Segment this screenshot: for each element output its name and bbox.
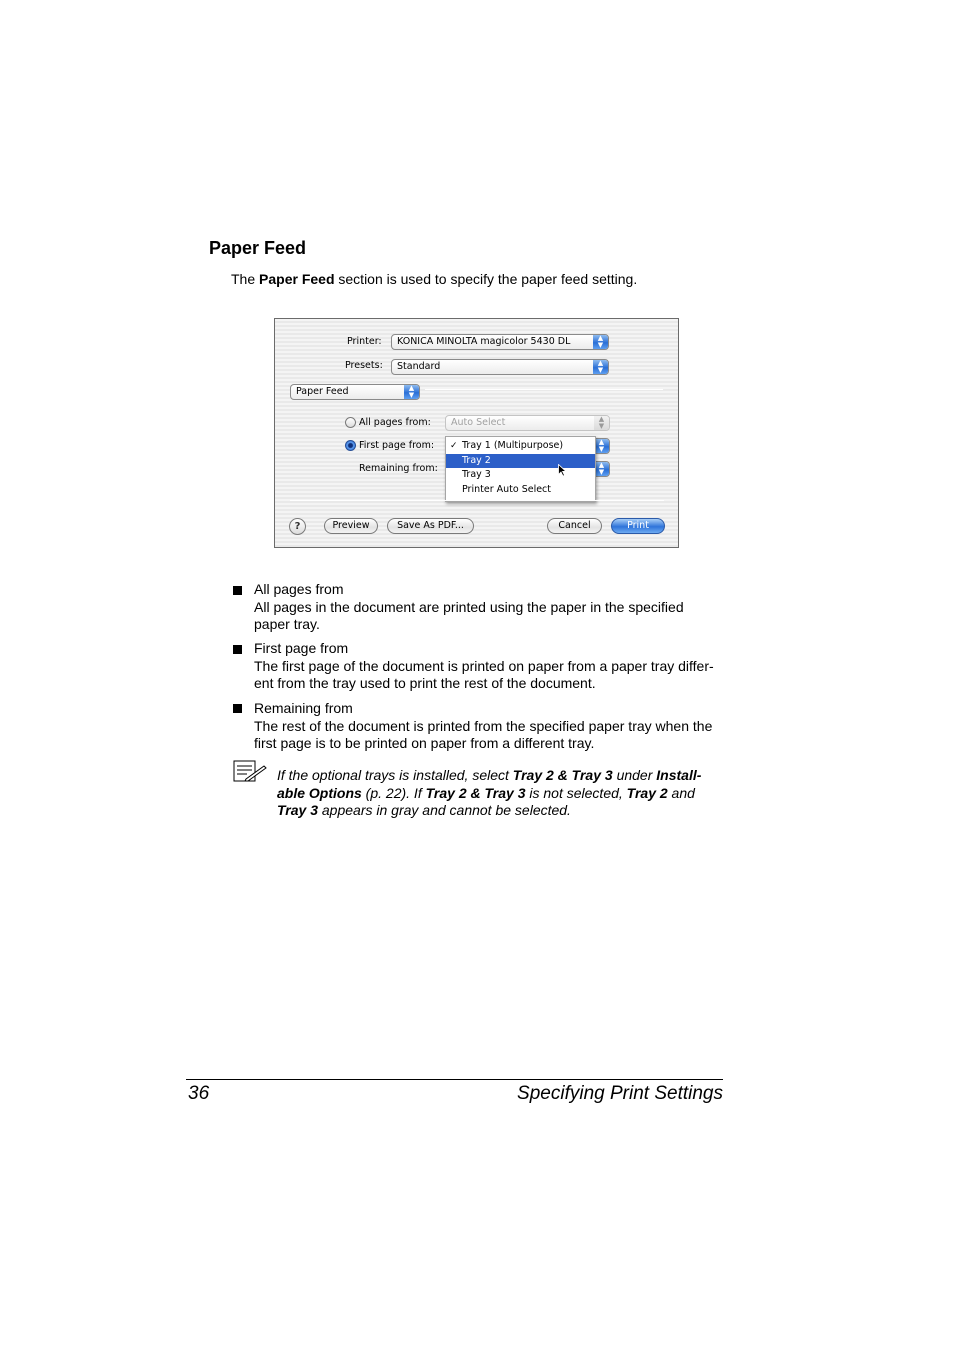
remaining-label: Remaining from: — [359, 463, 438, 474]
bullet-line: ent from the tray used to print the rest of the document. — [254, 675, 596, 692]
section-heading: Paper Feed — [209, 238, 307, 258]
bullet-title: Remaining from — [254, 700, 353, 716]
menu-item-label: Tray 3 — [462, 469, 491, 480]
intro-text — [231, 271, 637, 287]
save-as-pdf-button[interactable]: Save As PDF... — [387, 518, 474, 534]
page-number: 36 — [188, 1083, 210, 1104]
footer-rule — [186, 1079, 723, 1080]
printer-label: Printer: — [347, 336, 382, 347]
bullet-square — [233, 586, 242, 595]
presets-value: Standard — [397, 361, 441, 372]
bullet-square — [233, 645, 242, 654]
help-button[interactable]: ? — [289, 518, 306, 535]
menu-item-label: Printer Auto Select — [462, 484, 552, 495]
presets-popup[interactable] — [391, 359, 609, 375]
first-page-radio[interactable] — [345, 440, 356, 451]
print-dialog — [274, 318, 679, 548]
intro-pre: The — [231, 271, 260, 287]
panel-separator — [425, 389, 663, 390]
menu-item-label: Tray 1 (Multipurpose) — [462, 440, 564, 451]
up-down-arrows-icon: ▲ ▼ — [594, 462, 609, 476]
all-pages-value: Auto Select — [451, 417, 506, 428]
preview-button[interactable]: Preview — [324, 518, 378, 534]
menu-item-label: Tray 2 — [462, 455, 491, 466]
menu-item-tray-2[interactable] — [446, 454, 595, 468]
chapter-title: Specifying Print Settings — [517, 1083, 723, 1104]
note-text — [277, 767, 722, 820]
checkmark-icon: ✓ — [450, 441, 458, 451]
bullet-title: First page from — [254, 640, 349, 656]
up-down-arrows-icon: ▲ ▼ — [404, 385, 419, 399]
menu-item-tray-3[interactable] — [446, 468, 595, 482]
tray-dropdown-menu — [445, 436, 596, 502]
note-line-3: Tray 3 appears in gray and cannot be selected. — [277, 802, 571, 819]
panel-popup[interactable] — [290, 384, 420, 400]
bullet-item-first-page — [254, 640, 724, 693]
bullet-title: All pages from — [254, 581, 344, 597]
up-down-arrows-icon: ▲ ▼ — [594, 439, 609, 453]
printer-popup[interactable] — [391, 334, 609, 350]
note-line-2: able Options (p. 22). If Tray 2 & Tray 3 is not selected, Tray 2 and — [277, 784, 695, 801]
bullet-line: paper tray. — [254, 616, 320, 633]
bullet-line: first page is to be printed on paper from a different tray. — [254, 735, 595, 752]
print-button[interactable]: Print — [611, 518, 665, 534]
mouse-pointer-icon — [558, 464, 567, 477]
bullet-item-remaining — [254, 700, 724, 753]
menu-item-tray-1[interactable] — [446, 439, 595, 453]
bullet-item-all-pages — [254, 581, 724, 634]
panel-value: Paper Feed — [296, 386, 349, 397]
cancel-button[interactable]: Cancel — [547, 518, 602, 534]
note-pencil-icon — [233, 760, 267, 782]
bullet-line: All pages in the document are printed using the paper in the specified — [254, 598, 684, 615]
all-pages-popup[interactable] — [445, 415, 610, 431]
bullet-line: The first page of the document is printed on paper from a paper tray differ- — [254, 657, 714, 674]
all-pages-radio[interactable] — [345, 417, 356, 428]
printer-value: KONICA MINOLTA magicolor 5430 DL — [397, 336, 571, 347]
intro-bold: Paper Feed — [259, 271, 335, 287]
up-down-arrows-icon: ▲ ▼ — [593, 360, 608, 374]
all-pages-label: All pages from: — [359, 417, 431, 428]
intro-post: section is used to specify the paper feed setting. — [334, 271, 638, 287]
up-down-arrows-icon: ▲ ▼ — [593, 335, 608, 349]
presets-label: Presets: — [345, 360, 383, 371]
bullet-line: The rest of the document is printed from the specified paper tray when the — [254, 717, 713, 734]
up-down-arrows-icon: ▲ ▼ — [594, 416, 609, 430]
bottom-separator — [290, 500, 664, 501]
bullet-square — [233, 704, 242, 713]
first-page-label: First page from: — [359, 440, 435, 451]
note-line-1: If the optional trays is installed, select Tray 2 & Tray 3 under Install- — [277, 767, 702, 783]
menu-item-printer-auto-select[interactable] — [446, 483, 595, 497]
